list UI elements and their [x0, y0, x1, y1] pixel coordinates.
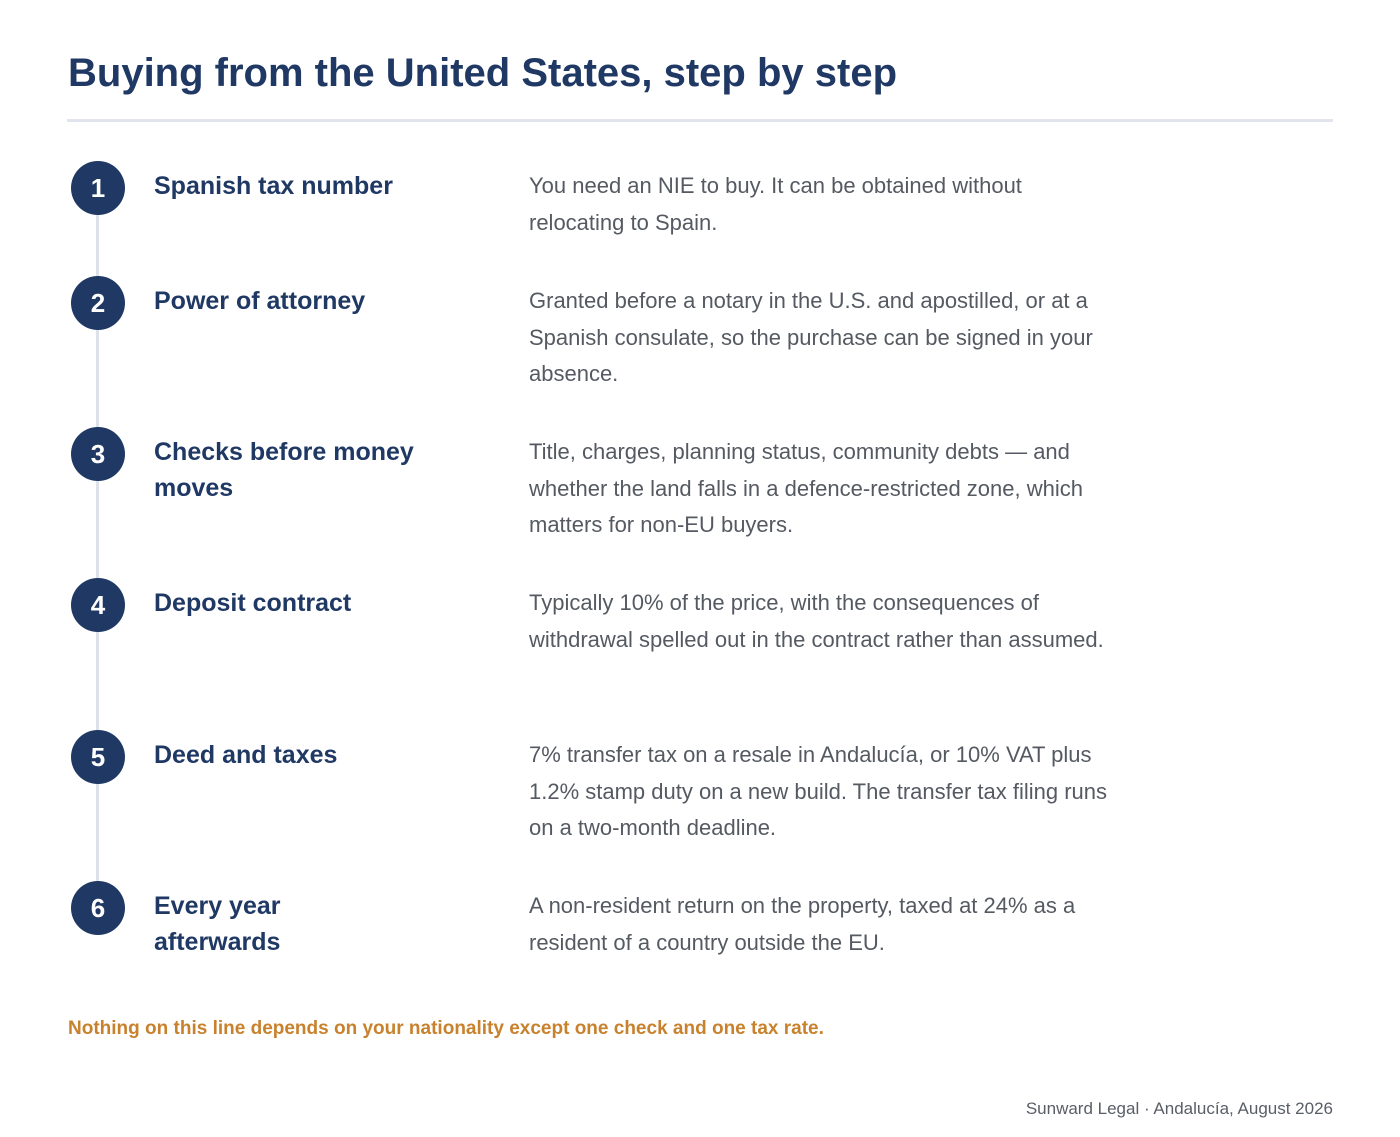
step-title: Deposit contract — [154, 589, 352, 617]
step-title: Spanish tax number — [154, 172, 393, 200]
step-title: Power of attorney — [154, 287, 366, 315]
step-number-badge: 4 — [71, 578, 125, 632]
step-description: A non-resident return on the property, taxed at 24% as a resident of a country outside the EU. — [529, 893, 1076, 955]
step-description: Typically 10% of the price, with the consequences of withdrawal spelled out in the contract rather than assumed. — [529, 590, 1104, 652]
step-number-badge: 2 — [71, 276, 125, 330]
page-title: Buying from the United States, step by step — [68, 51, 898, 95]
credit-line: Sunward Legal · Andalucía, August 2026 — [1025, 1099, 1333, 1118]
step-number-badge: 6 — [71, 881, 125, 935]
step-description: Granted before a notary in the U.S. and apostilled, or at a Spanish consulate, so the purchase can be signed in your absence. — [529, 288, 1093, 386]
step-number-badge: 5 — [71, 730, 125, 784]
step-title: Every year afterwards — [154, 892, 281, 956]
step-title: Checks before money moves — [154, 438, 414, 502]
step-description: 7% transfer tax on a resale in Andalucía, or 10% VAT plus 1.2% stamp duty on a new build. The transfer tax filing runs on a two-month deadline. — [529, 742, 1108, 840]
footnote: Nothing on this line depends on your nationality except one check and one tax rate. — [68, 1018, 824, 1039]
title-divider — [67, 119, 1333, 122]
step-description: You need an NIE to buy. It can be obtained without relocating to Spain. — [529, 173, 1022, 235]
step-title: Deed and taxes — [154, 741, 338, 769]
step-number-badge: 1 — [71, 161, 125, 215]
step-description: Title, charges, planning status, community debts — and whether the land falls in a defence-restricted zone, which matters for non-EU buyers. — [529, 439, 1083, 537]
step-number-badge: 3 — [71, 427, 125, 481]
